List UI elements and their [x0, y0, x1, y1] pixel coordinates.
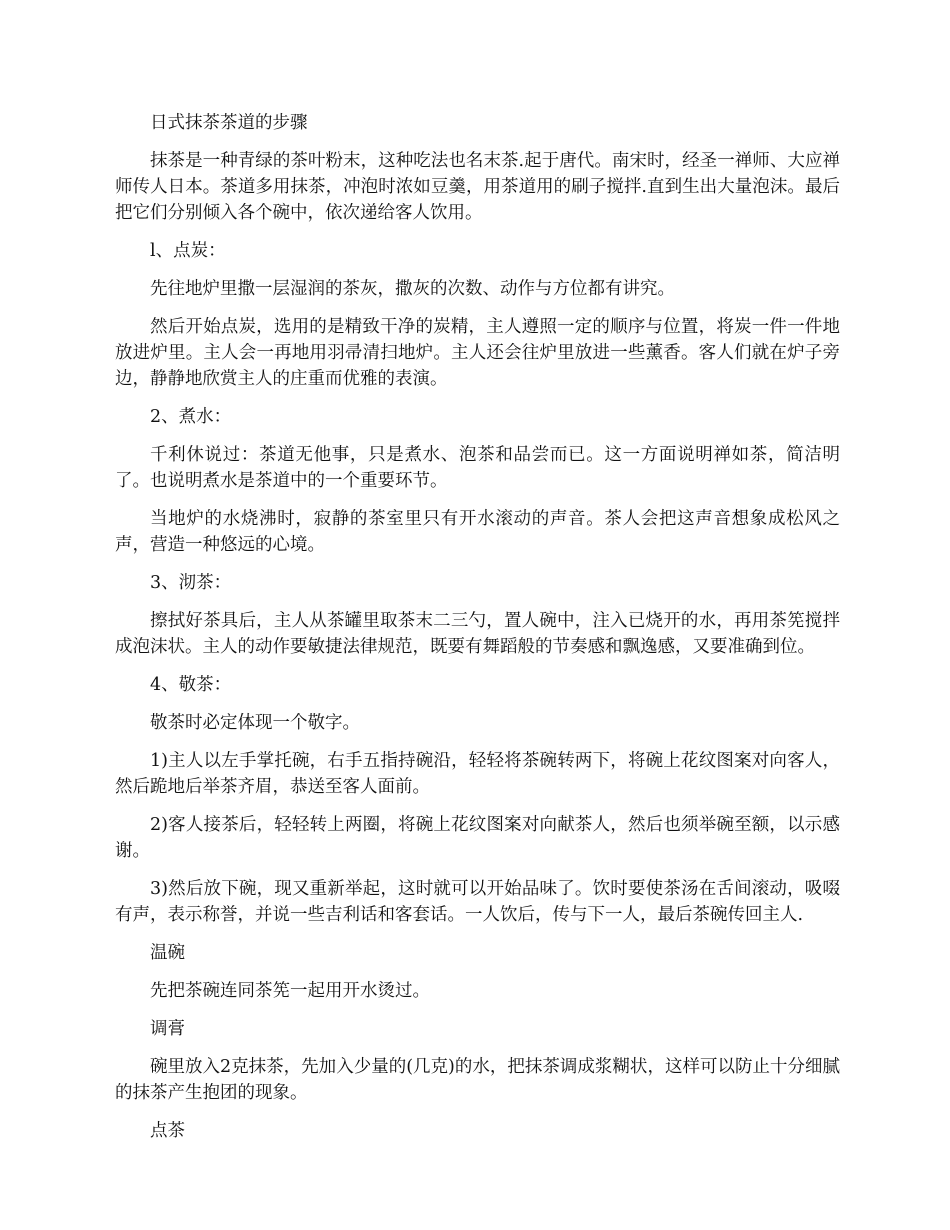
paragraph-list-item: 1)主人以左手掌托碗，右手五指持碗沿，轻轻将茶碗转两下，将碗上花纹图案对向客人，然后跪地后举茶齐眉，恭送至客人面前。: [115, 751, 840, 797]
paragraph: 碗里放入2克抹茶，先加入少量的(几克)的水，把抹茶调成浆糊状，这样可以防止十分细腻的抹茶产生抱团的现象。: [115, 1057, 840, 1103]
heading-step-4: 4、敬茶：: [150, 675, 232, 695]
heading-warm-bowl: 温碗: [150, 943, 185, 963]
paragraph-list-item: 3)然后放下碗，现又重新举起，这时就可以开始品味了。饮时要使茶汤在舌间滚动，吸啜有声，表示称誉，并说一些吉利话和客套话。一人饮后，传与下一人，最后茶碗传回主人.: [115, 879, 840, 925]
paragraph: 当地炉的水烧沸时，寂静的茶室里只有开水滚动的声音。茶人会把这声音想象成松风之声，营造一种悠远的心境。: [115, 509, 840, 555]
heading-step-2: 2、煮水：: [150, 407, 232, 427]
heading-paste: 调膏: [150, 1019, 185, 1039]
paragraph: 擦拭好茶具后，主人从茶罐里取茶末二三勺，置人碗中，注入已烧开的水，再用茶筅搅拌成泡沫状。主人的动作要敏捷法律规范，既要有舞蹈般的节奏感和飘逸感，又要准确到位。: [115, 611, 840, 657]
paragraph: 敬茶时必定体现一个敬字。: [150, 713, 360, 733]
paragraph-list-item: 2)客人接茶后，轻轻转上两圈，将碗上花纹图案对向献茶人，然后也须举碗至额，以示感谢。: [115, 815, 840, 861]
heading-step-3: 3、沏茶：: [150, 573, 232, 593]
paragraph: 然后开始点炭，选用的是精致干净的炭精，主人遵照一定的顺序与位置，将炭一件一件地放进炉里。主人会一再地用羽帚清扫地炉。主人还会往炉里放进一些薰香。客人们就在炉子旁边，静静地欣赏主人的庄重而优雅的表演。: [115, 317, 840, 389]
paragraph: 先把茶碗连同茶筅一起用开水烫过。: [150, 981, 430, 1001]
heading-whisk: 点茶: [150, 1121, 185, 1141]
paragraph: 先往地炉里撒一层湿润的茶灰，撒灰的次数、动作与方位都有讲究。: [150, 279, 675, 299]
paragraph: 千利休说过：茶道无他事，只是煮水、泡茶和品尝而已。这一方面说明禅如茶，简洁明了。也说明煮水是茶道中的一个重要环节。: [115, 445, 840, 491]
paragraph-intro: 抹茶是一种青绿的茶叶粉末，这种吃法也名末茶.起于唐代。南宋时，经圣一禅师、大应禅师传人日本。茶道多用抹茶，冲泡时浓如豆羹，用茶道用的刷子搅拌.直到生出大量泡沫。最后把它们分别倾入各个碗中，依次递给客人饮用。: [115, 151, 840, 223]
heading-step-1: l、点炭：: [150, 241, 226, 261]
document-title: 日式抹茶茶道的步骤: [150, 113, 308, 133]
